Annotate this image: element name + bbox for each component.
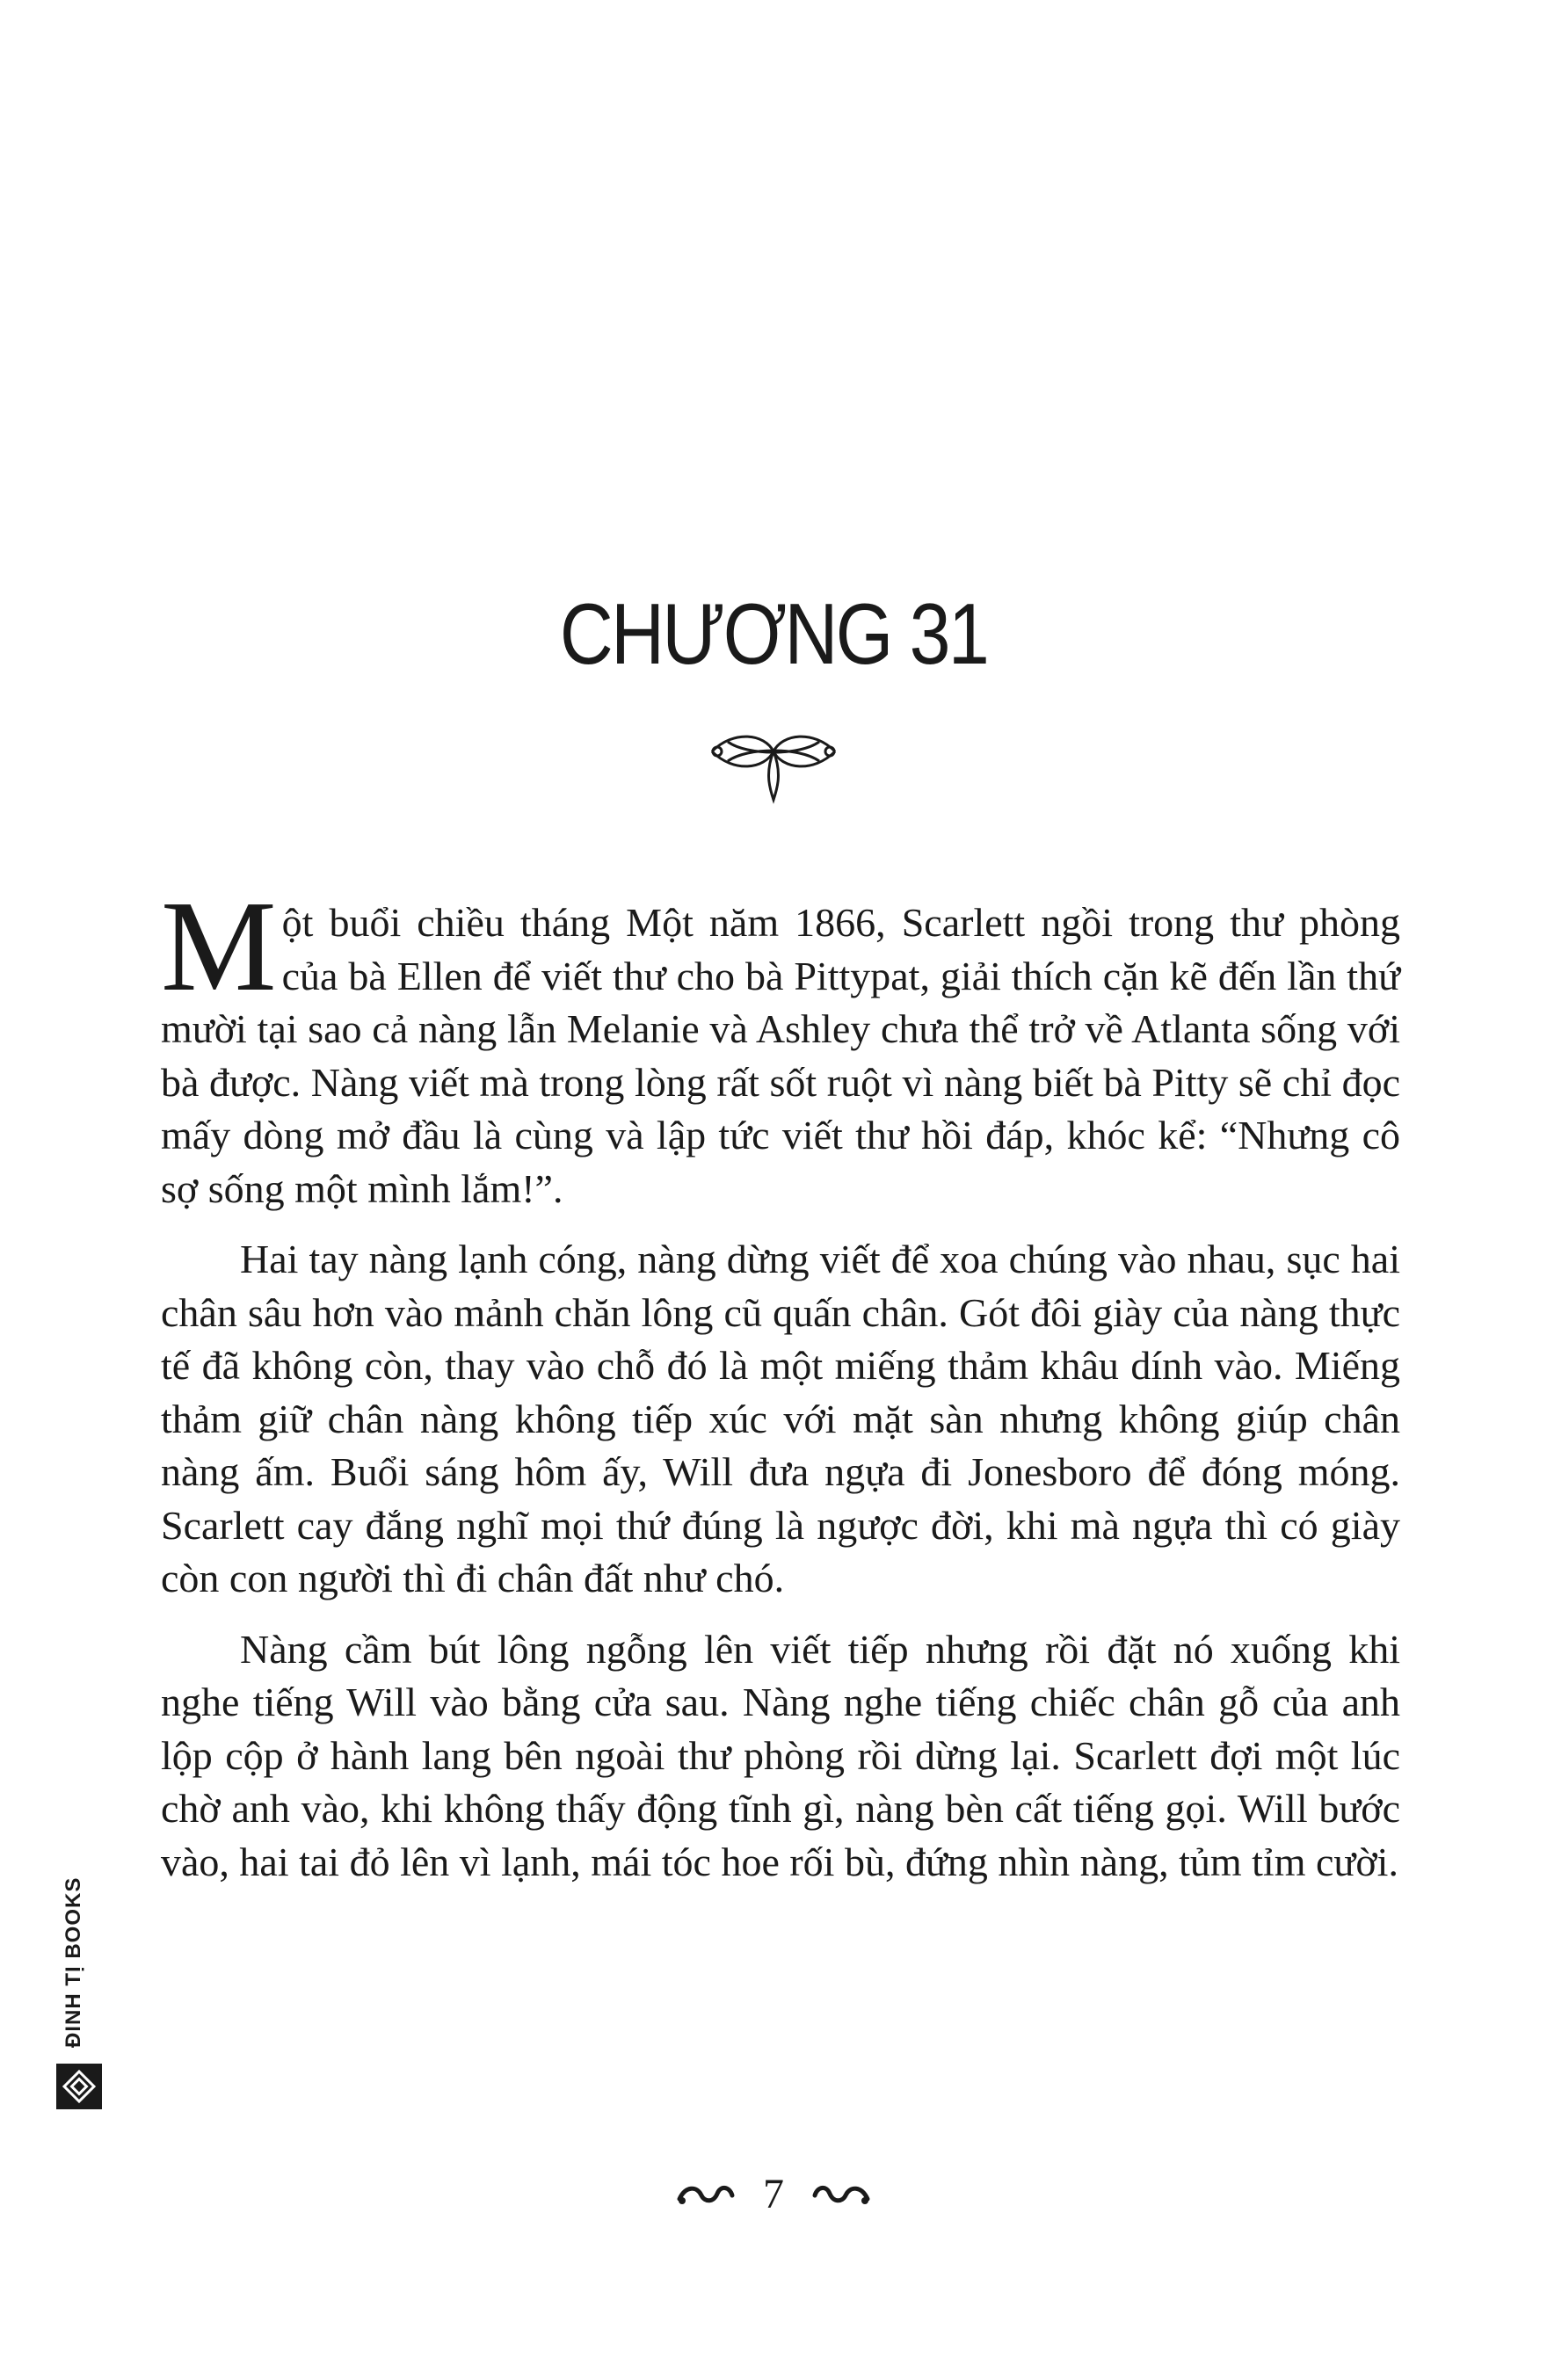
text-line: cặn kẽ đến lần thứ mười tại sao cả nàng lẫn Melanie và Ashley [161, 953, 1401, 1051]
left-swash-icon [675, 2181, 737, 2208]
drop-cap: M [161, 874, 277, 1019]
text-line: Scarlett đợi một lúc chờ anh vào, khi không thấy động tĩnh gì, nàng [161, 1732, 1401, 1831]
chapter-body [161, 874, 1401, 1906]
text-line: bèn cất tiếng gọi. Will bước vào, hai tai đỏ lên vì lạnh, mái tóc hoe [161, 1786, 1400, 1884]
paragraph-3 [161, 1623, 1400, 1890]
text-line: đi chân đất như chó. [455, 1556, 785, 1600]
page-number: 7 [763, 2171, 784, 2218]
text-line: gỗ của anh lộp cộp ở hành lang bên ngoài thư phòng rồi dừng lại. [161, 1680, 1400, 1778]
text-line: Hai tay nàng lạnh cóng, nàng dừng viết để xoa chúng vào nhau, [240, 1237, 1276, 1281]
publisher-logo-icon [56, 2064, 102, 2109]
paragraph-2 [161, 1233, 1400, 1606]
text-line: Nàng cầm bút lông ngỗng lên viết tiếp nhưng rồi đặt nó xuống [240, 1626, 1332, 1672]
text-line: giày của nàng thực tế đã không còn, thay vào chỗ đó là một miếng [161, 1289, 1401, 1388]
text-line: khi nghe tiếng Will vào bằng cửa sau. Nàng nghe tiếng chiếc chân [161, 1626, 1400, 1724]
text-line: phòng của bà Ellen để viết thư cho bà Pittypat, giải thích [281, 900, 1401, 998]
text-line: đưa ngựa đi Jonesboro để đóng móng. Scarlett cay đắng nghĩ mọi [161, 1449, 1400, 1548]
text-line: mặt sàn nhưng không giúp chân nàng ấm. Buổi sáng hôm ấy, Will [161, 1396, 1401, 1494]
page-footer [0, 2166, 1547, 2218]
text-line: mình lắm!”. [367, 1165, 563, 1211]
text-line: chưa thể trở về Atlanta sống với bà được. Nàng viết mà trong lòng [161, 1006, 1401, 1105]
text-line: sục hai chân sâu hơn vào mảnh chăn lông cũ quấn chân. Gót đôi [161, 1237, 1400, 1335]
text-line: cùng và lập tức viết thư hồi đáp, khóc kể: “Nhưng cô sợ sống một [161, 1113, 1400, 1211]
text-line: rất sốt ruột vì nàng biết bà Pitty sẽ chỉ đọc mấy dòng mở đầu là [161, 1059, 1401, 1157]
text-line: ột buổi chiều tháng Một năm 1866, Scarlett ngồi trong thư [281, 900, 1283, 945]
text-line: rối bù, đứng nhìn nàng, tủm tỉm cười. [789, 1839, 1398, 1884]
flourish-ornament-icon [694, 712, 853, 809]
text-line: thảm khâu dính vào. Miếng thảm giữ chân nàng không tiếp xúc với [161, 1343, 1400, 1441]
paragraph-1 [161, 874, 1401, 1215]
chapter-title: CHƯƠNG 31 [559, 585, 988, 682]
publisher-name: ĐINH TỊ BOOKS [62, 1876, 85, 2048]
text-line: thứ đúng là ngược đời, khi mà ngựa thì có giày còn con người thì [161, 1502, 1401, 1600]
right-swash-icon [810, 2181, 872, 2208]
